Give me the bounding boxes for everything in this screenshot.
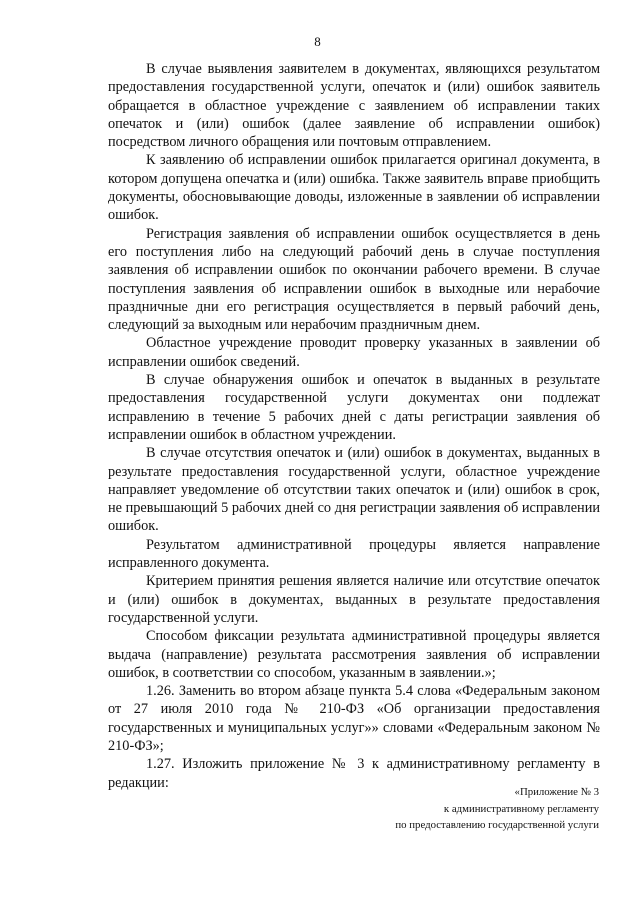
paragraph-original-document: К заявлению об исправлении ошибок прилагается оригинал документа, в котором допущена опечатка и (или) ошибка. Также заявитель вправе приобщить документы, обосновывающие доводы, изложенные в заявлении об исправлении ошибок. <box>108 152 600 224</box>
appendix-subtitle-regulation: к административному регламенту <box>443 802 599 815</box>
paragraph-result-recording: Способом фиксации результата административной процедуры является выдача (направление) результата рассмотрения заявления об исправлении ошибок, в соответствии со способом, указанным в заявлении.»; <box>108 628 600 681</box>
paragraph-decision-criterion: Критерием принятия решения является наличие или отсутствие опечаток и (или) ошибок в документах, выданных в результате предоставления государственной услуги. <box>108 573 600 626</box>
paragraph-item-1-26: 1.26. Заменить во втором абзаце пункта 5.4 слова «Федеральным законом от 27 июля 2010 года № 210-ФЗ «Об организации предоставления государственных и муниципальных услуг»» словами «Федеральным законом № 210-ФЗ»; <box>108 683 600 754</box>
paragraph-error-correction-request: В случае выявления заявителем в документах, являющихся результатом предоставления государственной услуги, опечаток и (или) ошибок заявитель обращается в областное учреждение с заявлением об исправлении таких опечаток и (или) ошибок (далее заявление об исправлении ошибок) посредством личного обращения или почтовым отправлением. <box>108 61 600 151</box>
appendix-heading <box>395 784 599 834</box>
paragraph-procedure-result: Результатом административной процедуры является направление исправленного документа. <box>108 536 600 572</box>
paragraph-verification: Областное учреждение проводит проверку указанных в заявлении об исправлении ошибок сведений. <box>108 335 600 370</box>
appendix-subtitle-service: по предоставлению государственной услуги <box>395 819 599 831</box>
paragraph-registration: Регистрация заявления об исправлении ошибок осуществляется в день его поступления либо на следующий рабочий день в случае поступления заявления об исправлении ошибок по окончании рабочего времени. В случае поступления заявления об исправлении ошибок в выходные или нерабочие праздничные дни его регистрация осуществляется в первый рабочий день, следующий за выходным или нерабочим праздничным днем. <box>108 225 600 334</box>
document-body <box>108 60 600 792</box>
paragraph-correction-deadline: В случае обнаружения ошибок и опечаток в выданных в результате предоставления государственной услуги документах они подлежат исправлению в течение 5 рабочих дней с даты регистрации заявления об исправлении ошибок в областном учреждении. <box>108 372 600 443</box>
page-number: 8 <box>314 34 321 49</box>
paragraph-no-errors-notice: В случае отсутствия опечаток и (или) ошибок в документах, выданных в результате предоставления государственной услуги, областное учреждение направляет уведомление об отсутствии таких опечаток и (или) ошибок в срок, не превышающий 5 рабочих дней со дня регистрации заявления об исправлении ошибок. <box>108 445 600 535</box>
paragraph-item-1-27: 1.27. Изложить приложение № 3 к административному регламенту в редакции: <box>108 756 600 791</box>
appendix-title: «Приложение № 3 <box>514 786 599 798</box>
